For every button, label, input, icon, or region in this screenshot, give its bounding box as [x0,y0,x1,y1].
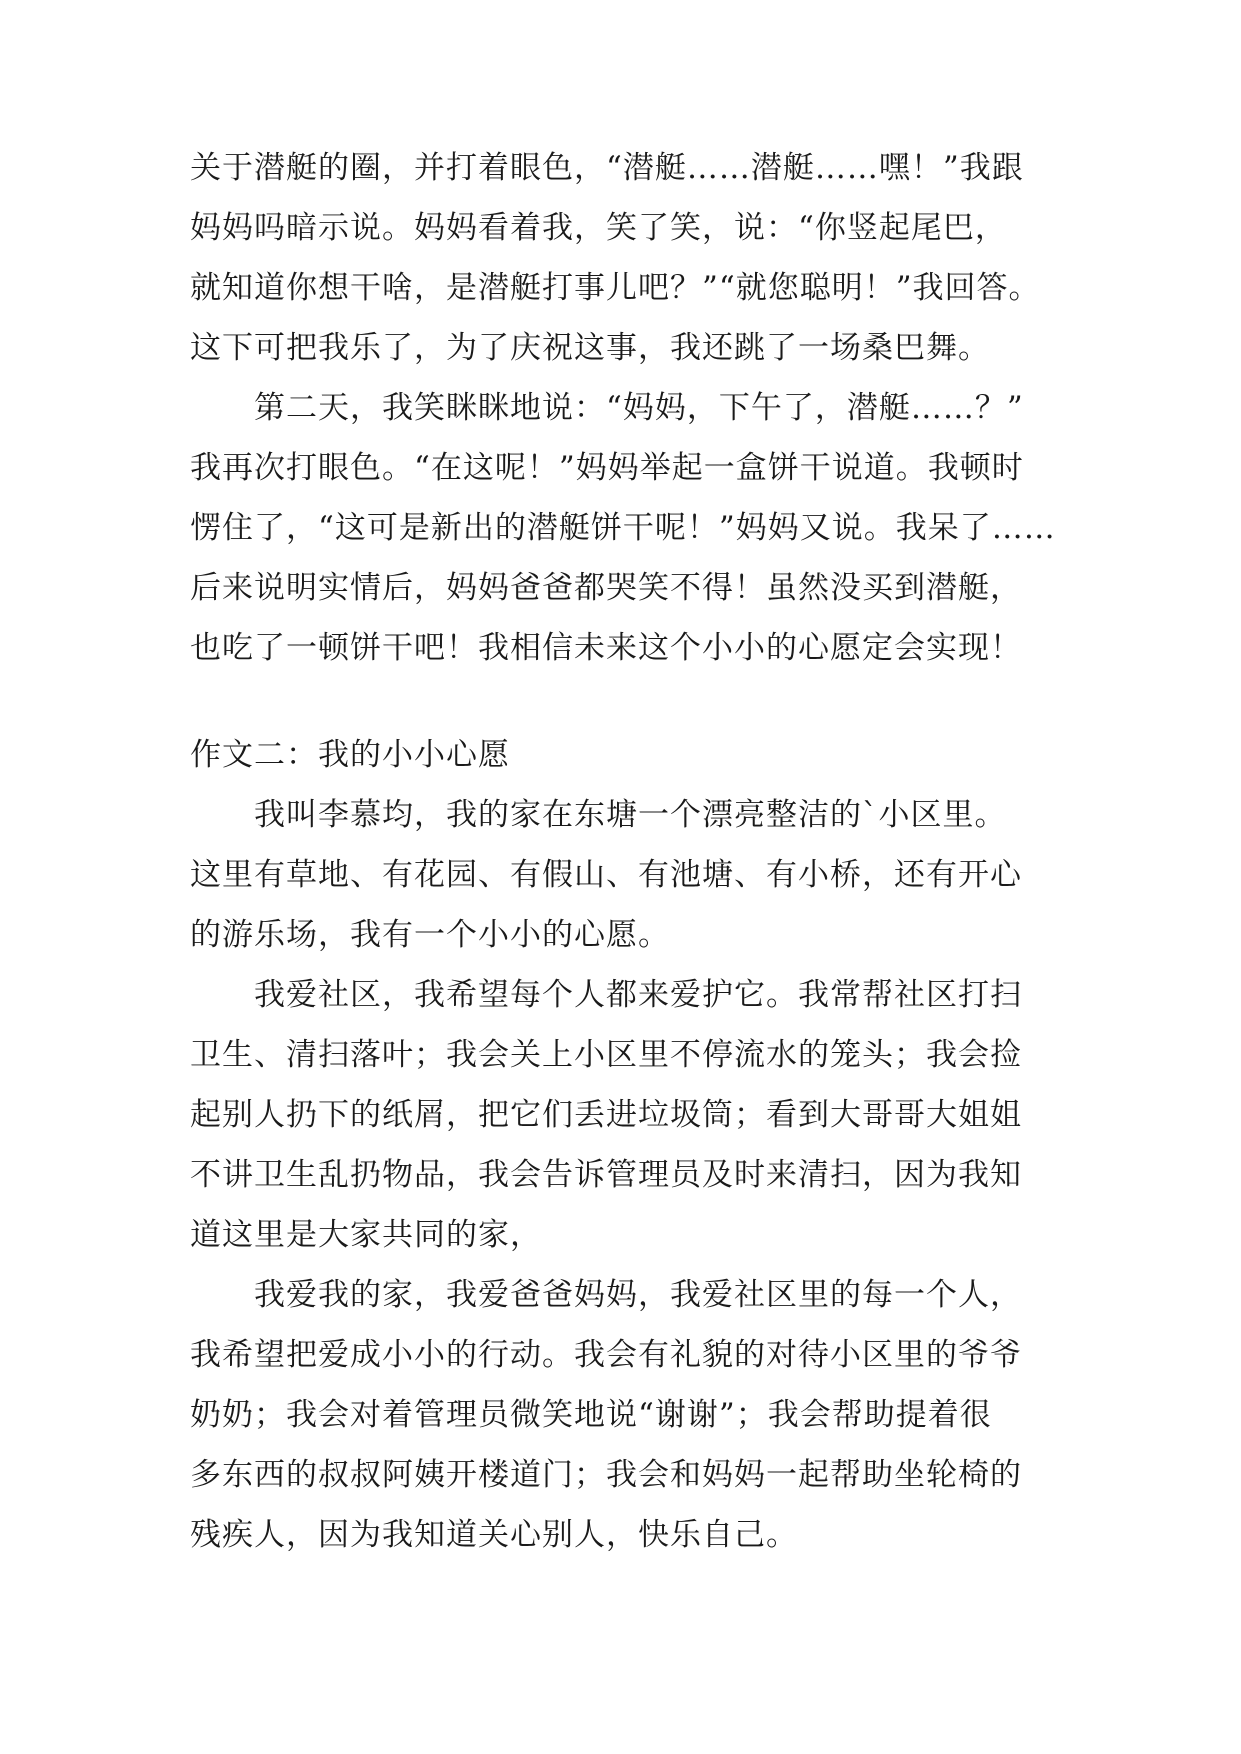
text-line-19: 我爱我的家，我爱爸爸妈妈，我爱社区里的每一个人， [254,1277,1022,1313]
text-line-7: 愣住了，“这可是新出的潜艇饼干呢！”妈妈又说。我呆了…… [190,510,1056,546]
essay-title: 作文二：我的小小心愿 [190,737,510,773]
text-line-18: 道这里是大家共同的家， [190,1217,542,1253]
text-line-15: 卫生、清扫落叶；我会关上小区里不停流水的笼头；我会捡 [190,1037,1022,1073]
text-line-9: 也吃了一顿饼干吧！我相信未来这个小小的心愿定会实现！ [190,630,1022,666]
text-line-14: 我爱社区，我希望每个人都来爱护它。我常帮社区打扫 [254,977,1022,1013]
text-line-12: 这里有草地、有花园、有假山、有池塘、有小桥，还有开心 [190,857,1022,893]
text-line-16: 起别人扔下的纸屑，把它们丢进垃圾筒；看到大哥哥大姐姐 [190,1097,1022,1133]
text-line-21: 奶奶；我会对着管理员微笑地说“谢谢”；我会帮助提着很 [190,1397,992,1433]
text-line-6: 我再次打眼色。“在这呢！”妈妈举起一盒饼干说道。我顿时 [190,450,1024,486]
text-line-23: 残疾人，因为我知道关心别人，快乐自己。 [190,1517,798,1553]
text-line-20: 我希望把爱成小小的行动。我会有礼貌的对待小区里的爷爷 [190,1337,1022,1373]
text-line-17: 不讲卫生乱扔物品，我会告诉管理员及时来清扫，因为我知 [190,1157,1022,1193]
text-line-4: 这下可把我乐了，为了庆祝这事，我还跳了一场桑巴舞。 [190,330,990,366]
text-line-8: 后来说明实情后，妈妈爸爸都哭笑不得！虽然没买到潜艇， [190,570,1022,606]
text-line-1: 关于潜艇的圈，并打着眼色，“潜艇……潜艇……嘿！”我跟 [190,150,1024,186]
text-line-11: 我叫李慕均，我的家在东塘一个漂亮整洁的`小区里。 [254,797,1007,833]
text-line-2: 妈妈吗暗示说。妈妈看着我，笑了笑，说：“你竖起尾巴， [190,210,1007,246]
text-line-13: 的游乐场，我有一个小小的心愿。 [190,917,670,953]
text-line-5: 第二天，我笑眯眯地说：“妈妈，下午了，潜艇……？” [254,390,1024,426]
text-line-22: 多东西的叔叔阿姨开楼道门；我会和妈妈一起帮助坐轮椅的 [190,1457,1022,1493]
text-line-3: 就知道你想干啥，是潜艇打事儿吧？”“就您聪明！”我回答。 [190,270,1041,306]
